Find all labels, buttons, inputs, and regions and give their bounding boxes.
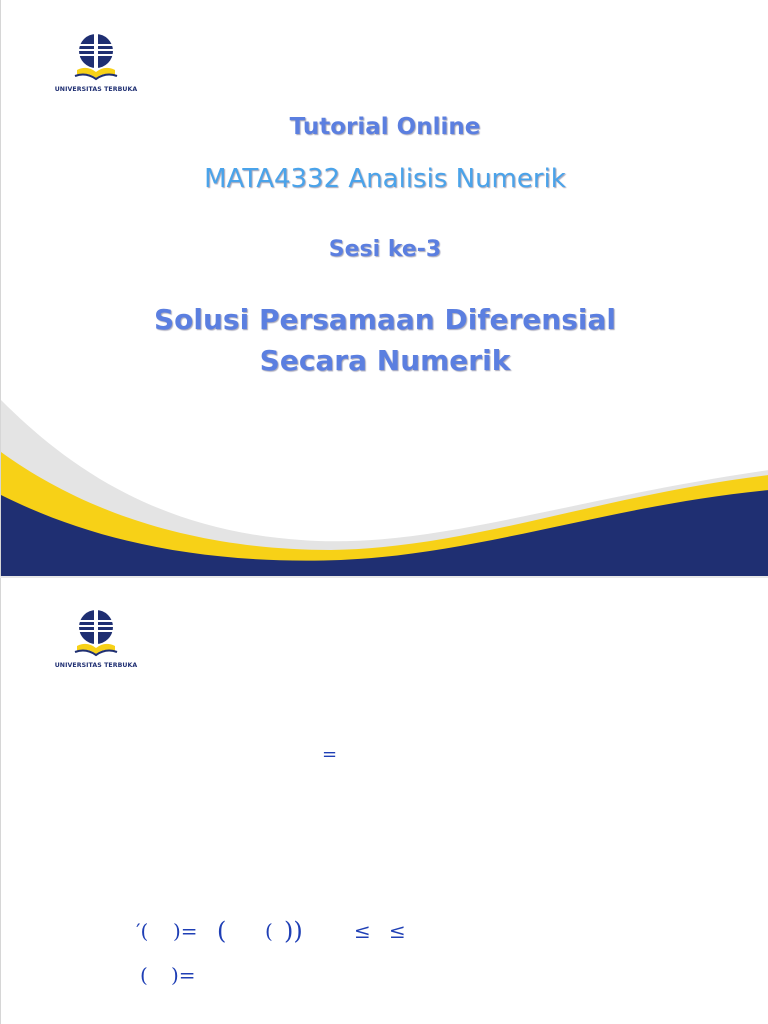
decorative-wave <box>1 400 768 576</box>
topic-title-line2: Secara Numerik <box>259 344 511 377</box>
session-label: Sesi ke-3 <box>328 237 442 262</box>
course-title: MATA4332 Analisis Numerik <box>204 164 566 194</box>
ic-open: ( <box>140 963 148 987</box>
ic-close-equals: )= <box>171 963 196 987</box>
logo-emblem-icon <box>51 608 141 662</box>
ode-y-open: ( <box>265 919 273 943</box>
tutorial-heading: Tutorial Online <box>289 114 481 140</box>
ode-prime-paren: ′( <box>136 919 149 943</box>
ode-leq-2: ≤ <box>389 919 406 943</box>
logo-text: UNIVERSITAS TERBUKA <box>54 86 138 93</box>
university-logo <box>51 32 141 102</box>
logo-text: UNIVERSITAS TERBUKA <box>54 662 138 669</box>
ode-close-equals: )= <box>173 919 198 943</box>
ode-f-open: ( <box>217 917 227 945</box>
logo-emblem-icon <box>51 32 141 86</box>
topic-title-line1: Solusi Persamaan Diferensial <box>154 303 616 336</box>
equation-equals: = <box>322 744 338 765</box>
content-slide <box>0 578 768 1024</box>
university-logo <box>51 608 141 678</box>
ode-close-parens: )) <box>284 917 303 945</box>
ode-leq-1: ≤ <box>354 919 371 943</box>
